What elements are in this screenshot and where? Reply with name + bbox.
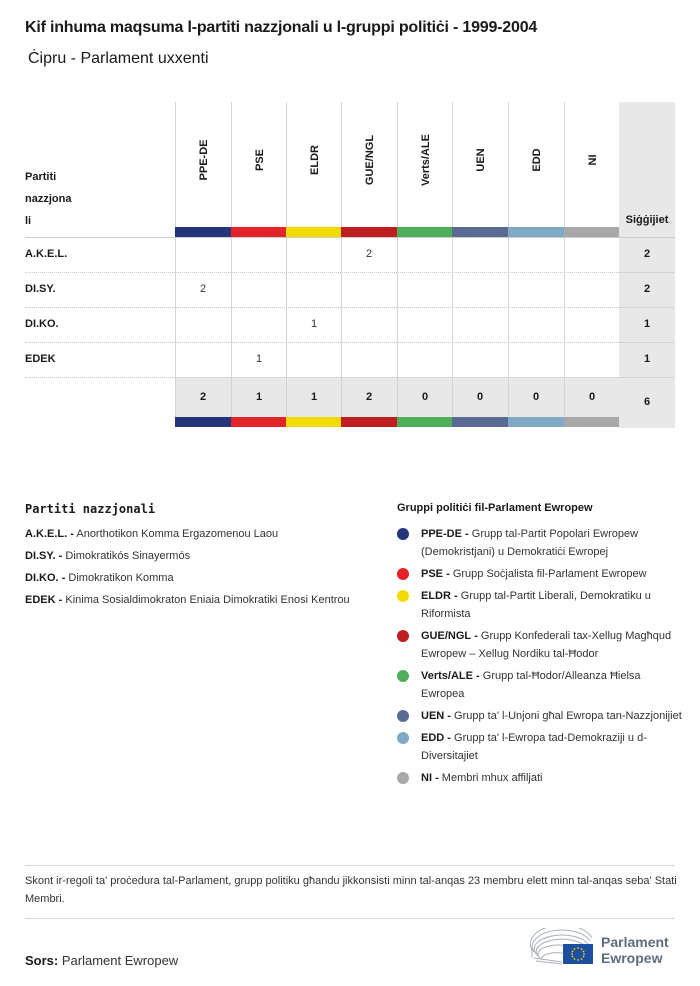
row-header-label: [25, 166, 105, 232]
legend-dash: -: [474, 630, 478, 642]
seats-table: [25, 102, 675, 432]
legend-abbr: PSE: [421, 568, 444, 580]
column-total: 2: [199, 391, 207, 403]
legend-dash: -: [447, 732, 451, 744]
source-value: Parlament Ewropew: [61, 953, 179, 968]
legend-abbr: UEN: [421, 710, 445, 722]
legend-abbr: PPE-DE: [421, 528, 462, 540]
column-label: UEN: [474, 148, 487, 172]
total-column-header: Siġġijiet: [625, 214, 669, 226]
source-line: [25, 953, 178, 968]
table-cell: 2: [365, 248, 373, 260]
legend-name: Dimokratikós Sinayermós: [65, 550, 191, 562]
table-cell: 2: [199, 283, 207, 295]
color-bar-gue-ngl: [341, 227, 397, 237]
column-header-eldr: [286, 102, 342, 227]
row-label-edek: EDEK: [25, 353, 56, 365]
column-total: 1: [255, 391, 263, 403]
color-bar-eldr: [286, 417, 341, 427]
divider: [25, 865, 675, 866]
color-dot-icon: [397, 710, 409, 722]
legend-abbr: DI.SY.: [25, 550, 56, 562]
legend-name: Dimokratikon Komma: [68, 572, 174, 584]
european-parliament-logo: [530, 928, 680, 968]
legend-name: Grupp Konfederali tax-Xellug Magħqud Ewropew – Xellug Nordiku tal-Ħodor: [421, 630, 672, 660]
color-bar-uen: [452, 417, 508, 427]
legend-abbr: GUE/NGL: [421, 630, 472, 642]
legend-abbr: A.K.E.L.: [25, 528, 68, 540]
row-label-diko: DI.KO.: [25, 318, 59, 330]
column-total: 0: [476, 391, 484, 403]
legend-dash: -: [58, 550, 63, 562]
legend-abbr: EDEK: [25, 594, 56, 606]
color-bar-uen: [452, 227, 508, 237]
legend-dash: -: [446, 568, 450, 580]
column-header-uen: [452, 102, 508, 227]
legend-name: Membri mhux affiljati: [441, 772, 543, 784]
column-total: 0: [421, 391, 429, 403]
color-bar-edd: [508, 227, 564, 237]
legend-item: [25, 547, 365, 565]
national-parties-legend: [25, 525, 365, 613]
legend-abbr: Verts/ALE: [421, 670, 473, 682]
color-bar-edd: [508, 417, 564, 427]
row-divider: [25, 377, 619, 378]
political-groups-legend: [397, 525, 682, 791]
column-header-ni: [564, 102, 620, 227]
total-divider: [619, 342, 675, 343]
color-bar-pse: [231, 227, 286, 237]
legend-item: [397, 587, 682, 623]
national-parties-legend-title: Partiti nazzjonali: [25, 502, 156, 516]
color-bar-verts-ale: [397, 227, 452, 237]
color-dot-icon: [397, 590, 409, 602]
column-label: GUE/NGL: [363, 134, 376, 186]
logo-line: Parlament: [601, 934, 669, 950]
row-label-disy: DI.SY.: [25, 283, 56, 295]
column-total: 2: [365, 391, 373, 403]
legend-item: [25, 591, 365, 609]
legend-abbr: ELDR: [421, 590, 451, 602]
row-label-akel: A.K.E.L.: [25, 248, 68, 260]
column-label: ELDR: [308, 145, 321, 175]
page-title: Kif inhuma maqsuma l-partiti nazzjonali u l-gruppi politiċi - 1999-2004: [25, 19, 538, 36]
color-bar-ni: [564, 227, 619, 237]
grand-total: 6: [643, 396, 651, 408]
legend-name: Grupp tal-Partit Popolari Ewropew (Demokristjani) u Demokratiċi Ewropej: [421, 528, 639, 558]
footnote: Skont ir-regoli ta' proċedura tal-Parlament, grupp politiku għandu jikkonsisti minn tal-anqas 23 membru elett minn tal-anqas seba' Stati Membri.: [25, 875, 677, 905]
column-header-edd: [508, 102, 564, 227]
legend-abbr: EDD: [421, 732, 445, 744]
color-bar-verts-ale: [397, 417, 452, 427]
legend-dash: -: [465, 528, 469, 540]
color-bar-gue-ngl: [341, 417, 397, 427]
source-label: Sors:: [25, 953, 59, 968]
column-total: 1: [310, 391, 318, 403]
legend-name: Grupp tal-Partit Liberali, Demokratiku u Riformista: [421, 590, 651, 620]
row-header-line: Partiti: [25, 171, 57, 183]
column-total: 0: [588, 391, 596, 403]
legend-name: Kinima Sosialdimokraton Eniaia Dimokratiki Enosi Kentrou: [65, 594, 350, 606]
color-dot-icon: [397, 670, 409, 682]
color-bar-ppe-de: [175, 227, 231, 237]
row-divider: [25, 342, 619, 343]
total-column: [619, 102, 675, 428]
hemicycle-icon: [530, 928, 598, 968]
page-subtitle: Ċipru - Parlament uxxenti: [28, 50, 209, 67]
legend-name: Grupp ta' l-Ewropa tad-Demokraziji u d-Diversitajiet: [421, 732, 647, 762]
legend-item: [397, 707, 682, 725]
column-label: Verts/ALE: [419, 134, 432, 186]
row-total: 1: [643, 353, 651, 365]
column-header-ppe-de: [175, 102, 231, 227]
table-cell: 1: [255, 353, 263, 365]
legend-dash: -: [70, 528, 74, 540]
column-label: PSE: [253, 148, 266, 172]
logo-line: Ewropew: [601, 950, 663, 966]
divider: [25, 918, 675, 919]
legend-item: [25, 525, 365, 543]
color-dot-icon: [397, 568, 409, 580]
legend-item: [397, 525, 682, 561]
legend-abbr: DI.KO.: [25, 572, 59, 584]
column-label: PPE-DE: [197, 139, 210, 181]
legend-dash: -: [435, 772, 439, 784]
legend-dash: -: [58, 594, 63, 606]
legend-name: Grupp tal-Ħodor/Alleanza Ħielsa Ewropea: [421, 670, 641, 700]
row-total: 1: [643, 318, 651, 330]
row-total: 2: [643, 283, 651, 295]
column-header-gue-ngl: [341, 102, 397, 227]
column-header-verts-ale: [397, 102, 453, 227]
legend-item: [397, 729, 682, 765]
column-label: NI: [586, 154, 599, 166]
column-label: EDD: [530, 148, 543, 172]
legend-name: Anorthotikon Komma Ergazomenou Laou: [76, 528, 279, 540]
legend-item: [397, 627, 682, 663]
table-cell: 1: [310, 318, 318, 330]
color-dot-icon: [397, 630, 409, 642]
row-header-line: li: [25, 215, 32, 227]
legend-item: [397, 769, 682, 787]
column-total: 0: [532, 391, 540, 403]
legend-name: Grupp Soċjalista fil-Parlament Ewropew: [452, 568, 647, 580]
total-divider: [619, 377, 675, 378]
legend-dash: -: [447, 710, 451, 722]
column-header-pse: [231, 102, 287, 227]
color-bar-pse: [231, 417, 286, 427]
legend-item: [397, 565, 682, 583]
legend-dash: -: [454, 590, 458, 602]
row-total: 2: [643, 248, 651, 260]
color-bar-eldr: [286, 227, 341, 237]
total-divider: [619, 272, 675, 273]
color-dot-icon: [397, 528, 409, 540]
logo-wordmark: [601, 934, 669, 966]
political-groups-legend-title: Gruppi politiċi fil-Parlament Ewropew: [397, 502, 593, 514]
legend-name: Grupp ta' l-Unjoni għal Ewropa tan-Nazzjonijiet: [454, 710, 682, 722]
row-header-line: nazzjona: [25, 193, 72, 205]
color-bar-ppe-de: [175, 417, 231, 427]
legend-item: [397, 667, 682, 703]
total-divider: [619, 307, 675, 308]
color-bar-ni: [564, 417, 619, 427]
color-dot-icon: [397, 732, 409, 744]
legend-abbr: NI: [421, 772, 432, 784]
header-divider: [25, 237, 675, 238]
legend-item: [25, 569, 365, 587]
row-divider: [25, 307, 619, 308]
row-divider: [25, 272, 619, 273]
color-dot-icon: [397, 772, 409, 784]
legend-dash: -: [61, 572, 66, 584]
legend-dash: -: [476, 670, 480, 682]
